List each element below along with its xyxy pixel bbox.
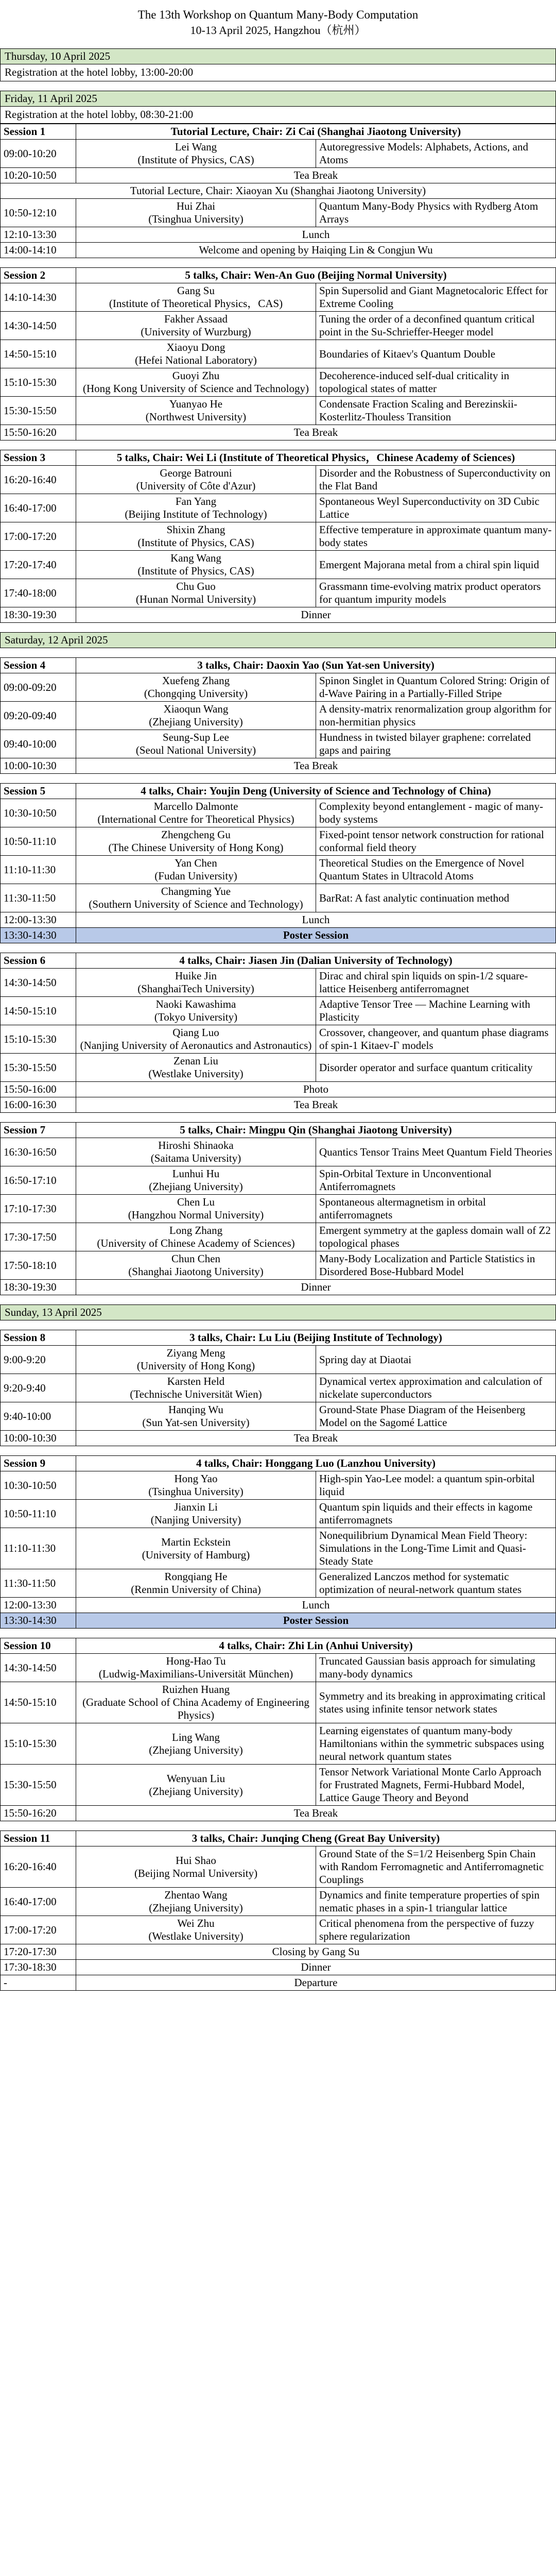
poster-row [1,928,556,943]
time-slot: 17:40-18:00 [1,579,76,607]
break-row [1,1806,556,1821]
time-slot: 16:50-17:10 [1,1166,76,1195]
break-row [1,1280,556,1295]
speaker-cell: Ziyang Meng (University of Hong Kong) [76,1346,316,1374]
speaker-cell: Ling Wang (Zhejiang University) [76,1723,316,1765]
talk-row [1,1025,556,1054]
speaker-cell: Chun Chen (Shanghai Jiaotong University) [76,1251,316,1280]
session-table [0,1455,556,1629]
talk-title: Dynamical vertex approximation and calculation of nickelate superconductors [316,1374,556,1402]
time-slot: 17:30-17:50 [1,1223,76,1251]
speaker-cell: Fan Yang (Beijing Institute of Technology) [76,494,316,522]
session-gap [0,1113,556,1122]
session-label: Session 5 [1,784,76,799]
talk-title: Many-Body Localization and Particle Statistics in Disordered Bose-Hubbard Model [316,1251,556,1280]
time-slot: 16:20-16:40 [1,1846,76,1888]
time-slot: 17:10-17:30 [1,1195,76,1223]
break-row [1,1082,556,1097]
talk-title: Effective temperature in approximate quantum many-body states [316,522,556,551]
talk-title: Emergent symmetry at the gapless domain wall of Z2 topological phases [316,1223,556,1251]
session-gap [0,258,556,267]
speaker-cell: Hui Shao (Beijing Normal University) [76,1846,316,1888]
talk-row [1,1916,556,1944]
time-slot: 14:10-14:30 [1,283,76,312]
speaker-cell: Changming Yue (Southern University of Science and Technology) [76,884,316,912]
time-slot: 14:30-14:50 [1,969,76,997]
speaker-cell: Gang Su (Institute of Theoretical Physics，CAS) [76,283,316,312]
talk-title: Hundness in twisted bilayer graphene: correlated gaps and pairing [316,730,556,758]
break-label: Lunch [76,1598,556,1613]
session-label: Session 8 [1,1330,76,1346]
talk-row [1,1654,556,1682]
talk-row [1,199,556,227]
session-gap [0,1320,556,1330]
session-table [0,124,556,258]
talk-title: Complexity beyond entanglement - magic of many-body systems [316,799,556,827]
speaker-cell: Zenan Liu (Westlake University) [76,1054,316,1082]
session-label: Session 9 [1,1456,76,1471]
talk-row [1,799,556,827]
time-slot: 11:10-11:30 [1,856,76,884]
talk-row [1,1374,556,1402]
poster-label: Poster Session [76,928,556,943]
talk-row [1,856,556,884]
session-gap [0,440,556,450]
session-chair: 5 talks, Chair: Wei Li (Institute of Theoretical Physics，Chinese Academy of Sciences) [76,450,556,466]
talk-row [1,1471,556,1500]
talk-title: Truncated Gaussian basis approach for simulating many-body dynamics [316,1654,556,1682]
break-row [1,912,556,928]
break-label: Lunch [76,227,556,243]
time-slot: 9:00-9:20 [1,1346,76,1374]
speaker-cell: Chen Lu (Hangzhou Normal University) [76,1195,316,1223]
speaker-cell: Huike Jin (ShanghaiTech University) [76,969,316,997]
time-slot: 14:00-14:10 [1,243,76,258]
session-header-row [1,1831,556,1846]
session-header-row [1,268,556,283]
time-slot: 10:00-10:30 [1,1431,76,1446]
break-row [1,1960,556,1975]
session-chair: Tutorial Lecture, Chair: Zi Cai (Shanghai Jiaotong University) [76,124,556,140]
time-slot: 09:00-09:20 [1,673,76,702]
talk-title: Nonequilibrium Dynamical Mean Field Theory: Simulations in the Long-Time Limit and Quasi-Steady State [316,1528,556,1569]
time-slot: 10:30-10:50 [1,1471,76,1500]
session-label: Session 7 [1,1123,76,1138]
session-table [0,1122,556,1295]
poster-row [1,1613,556,1629]
session-label: Session 11 [1,1831,76,1846]
speaker-cell: Chu Guo (Hunan Normal University) [76,579,316,607]
time-slot: 17:50-18:10 [1,1251,76,1280]
session-header-row [1,1638,556,1654]
talk-title: Spin-Orbital Texture in Unconventional Antiferromagnets [316,1166,556,1195]
talk-row [1,1166,556,1195]
speaker-cell: Yan Chen (Fudan University) [76,856,316,884]
speaker-cell: Long Zhang (University of Chinese Academy of Sciences) [76,1223,316,1251]
talk-title: Emergent Majorana metal from a chiral spin liquid [316,551,556,579]
time-slot: 17:00-17:20 [1,1916,76,1944]
session-header-row [1,1330,556,1346]
speaker-cell: Karsten Held (Technische Universität Wien) [76,1374,316,1402]
day-gap [0,81,556,91]
break-row [1,607,556,623]
talk-row [1,702,556,730]
talk-title: Tuning the order of a deconfined quantum critical point in the Su-Schrieffer-Heeger model [316,312,556,340]
talk-row [1,730,556,758]
speaker-cell: Hong Yao (Tsinghua University) [76,1471,316,1500]
talk-title: A density-matrix renormalization group algorithm for non-hermitian physics [316,702,556,730]
time-slot: 12:00-13:30 [1,912,76,928]
talk-title: High-spin Yao-Lee model: a quantum spin-orbital liquid [316,1471,556,1500]
talk-title: Grassmann time-evolving matrix product operators for quantum impurity models [316,579,556,607]
speaker-cell: Jianxin Li (Nanjing University) [76,1500,316,1528]
session-header-row [1,784,556,799]
talk-row [1,827,556,856]
speaker-cell: Fakher Assaad (University of Wurzburg) [76,312,316,340]
session-chair: 5 talks, Chair: Mingpu Qin (Shanghai Jiaotong University) [76,1123,556,1138]
time-slot: 16:00-16:30 [1,1097,76,1113]
talk-row [1,884,556,912]
time-slot: 10:00-10:30 [1,758,76,774]
break-label: Closing by Gang Su [76,1944,556,1960]
talk-row [1,1723,556,1765]
session-gap [0,774,556,783]
speaker-cell: Wenyuan Liu (Zhejiang University) [76,1765,316,1806]
time-slot: 15:50-16:20 [1,425,76,440]
break-row [1,1598,556,1613]
session-table [0,657,556,774]
time-slot: 16:40-17:00 [1,1888,76,1916]
talk-title: Adaptive Tensor Tree — Machine Learning with Plasticity [316,997,556,1025]
talk-row [1,1528,556,1569]
talk-title: Disorder operator and surface quantum criticality [316,1054,556,1082]
session-gap [0,943,556,953]
time-slot: 15:50-16:00 [1,1082,76,1097]
registration-note: Registration at the hotel lobby, 08:30-21:00 [0,107,556,124]
time-slot: 14:30-14:50 [1,312,76,340]
workshop-dates: 10-13 April 2025, Hangzhou（杭州） [190,24,366,37]
talk-title: Ground-State Phase Diagram of the Heisenberg Model on the Sagomé Lattice [316,1402,556,1431]
speaker-cell: Yuanyao He (Northwest University) [76,397,316,425]
day-header: Thursday, 10 April 2025 [0,48,556,64]
break-label: Welcome and opening by Haiqing Lin & Congjun Wu [76,243,556,258]
time-slot: 11:30-11:50 [1,1569,76,1598]
talk-title: Quantum Many-Body Physics with Rydberg Atom Arrays [316,199,556,227]
speaker-cell: Hanqing Wu (Sun Yat-sen University) [76,1402,316,1431]
talk-row [1,1888,556,1916]
session-table [0,783,556,943]
talk-title: Generalized Lanczos method for systematic optimization of neural-network quantum states [316,1569,556,1598]
talk-title: Spinon Singlet in Quantum Colored String: Origin of d-Wave Pairing in a Partially-Filled Stripe [316,673,556,702]
talk-row [1,673,556,702]
talk-row [1,1569,556,1598]
speaker-cell: Naoki Kawashima (Tokyo University) [76,997,316,1025]
talk-title: Spontaneous altermagnetism in orbital antiferromagnets [316,1195,556,1223]
session-header-row [1,658,556,673]
talk-title: Dynamics and finite temperature properties of spin nematic phases in a spin-1 triangular lattice [316,1888,556,1916]
time-slot: 15:10-15:30 [1,1723,76,1765]
speaker-cell: Seung-Sup Lee (Seoul National University) [76,730,316,758]
day-header: Saturday, 12 April 2025 [0,632,556,648]
session-chair: 3 talks, Chair: Daoxin Yao (Sun Yat-sen University) [76,658,556,673]
talk-title: Spin Supersolid and Giant Magnetocaloric Effect for Extreme Cooling [316,283,556,312]
break-label: Lunch [76,912,556,928]
talk-row [1,1682,556,1723]
time-slot: 09:40-10:00 [1,730,76,758]
talk-row [1,340,556,368]
talk-row [1,1346,556,1374]
talk-title: Spring day at Diaotai [316,1346,556,1374]
speaker-cell: Kang Wang (Institute of Physics, CAS) [76,551,316,579]
talk-row [1,969,556,997]
speaker-cell: Xuefeng Zhang (Chongqing University) [76,673,316,702]
day-gap [0,623,556,632]
session-chair: 4 talks, Chair: Zhi Lin (Anhui University) [76,1638,556,1654]
talk-row [1,1138,556,1166]
speaker-cell: Shixin Zhang (Institute of Physics, CAS) [76,522,316,551]
time-slot: 17:00-17:20 [1,522,76,551]
time-slot: 15:30-15:50 [1,397,76,425]
talk-row [1,1251,556,1280]
session-header-row [1,1456,556,1471]
schedule-header [0,0,556,48]
talk-row [1,312,556,340]
time-slot: 09:00-10:20 [1,140,76,168]
time-slot: 14:50-15:10 [1,1682,76,1723]
time-slot: 15:10-15:30 [1,368,76,397]
break-label: Dinner [76,1960,556,1975]
talk-row [1,1402,556,1431]
time-slot: 15:50-16:20 [1,1806,76,1821]
break-label: Tea Break [76,1431,556,1446]
day-header: Sunday, 13 April 2025 [0,1304,556,1320]
session-header-row [1,124,556,140]
break-row [1,243,556,258]
workshop-title: The 13th Workshop on Quantum Many-Body Computation [137,8,419,21]
session-label: Session 1 [1,124,76,140]
session-table [0,1831,556,1991]
talk-row [1,397,556,425]
speaker-cell: Guoyi Zhu (Hong Kong University of Science and Technology) [76,368,316,397]
talk-title: Quantum spin liquids and their effects in kagome antiferromagnets [316,1500,556,1528]
time-slot: 15:10-15:30 [1,1025,76,1054]
time-slot: 9:20-9:40 [1,1374,76,1402]
talk-title: Symmetry and its breaking in approximating critical states using infinite tensor network states [316,1682,556,1723]
speaker-cell: Hong-Hao Tu (Ludwig-Maximilians-Universität München) [76,1654,316,1682]
time-slot: 11:10-11:30 [1,1528,76,1569]
break-label: Tea Break [76,1806,556,1821]
session-table [0,953,556,1113]
speaker-cell: Hui Zhai (Tsinghua University) [76,199,316,227]
speaker-cell: Hiroshi Shinaoka (Saitama University) [76,1138,316,1166]
session-header-row [1,450,556,466]
talk-title: Learning eigenstates of quantum many-body Hamiltonians within the symmetric subspaces using neural network quantum states [316,1723,556,1765]
time-slot: 13:30-14:30 [1,928,76,943]
speaker-cell: Xiaoqun Wang (Zhejiang University) [76,702,316,730]
session-label: Session 6 [1,953,76,969]
speaker-cell: Lunhui Hu (Zhejiang University) [76,1166,316,1195]
talk-title: Theoretical Studies on the Emergence of Novel Quantum States in Ultracold Atoms [316,856,556,884]
registration-note: Registration at the hotel lobby, 13:00-20:00 [0,64,556,81]
time-slot: 17:30-18:30 [1,1960,76,1975]
speaker-cell: Martin Eckstein (University of Hamburg) [76,1528,316,1569]
speaker-cell: Wei Zhu (Westlake University) [76,1916,316,1944]
break-label: Tea Break [76,758,556,774]
break-row [1,425,556,440]
session-gap [0,1821,556,1831]
speaker-cell: Ruizhen Huang (Graduate School of China Academy of Engineering Physics) [76,1682,316,1723]
session-chair: 4 talks, Chair: Honggang Luo (Lanzhou University) [76,1456,556,1471]
break-row [1,1431,556,1446]
day-header: Friday, 11 April 2025 [0,91,556,107]
talk-row [1,997,556,1025]
schedule-days [0,48,556,1991]
talk-title: Crossover, changeover, and quantum phase diagrams of spin-1 Kitaev-Γ models [316,1025,556,1054]
time-slot: 15:30-15:50 [1,1054,76,1082]
break-row [1,758,556,774]
talk-row [1,1223,556,1251]
talk-row [1,1846,556,1888]
talk-row [1,1195,556,1223]
break-label: Tea Break [76,168,556,183]
session-gap [0,1629,556,1638]
talk-row [1,466,556,494]
time-slot: 15:30-15:50 [1,1765,76,1806]
time-slot: 9:40-10:00 [1,1402,76,1431]
speaker-cell: Qiang Luo (Nanjing University of Aeronautics and Astronautics) [76,1025,316,1054]
session-header-row [1,1123,556,1138]
talk-row [1,522,556,551]
session-chair: 3 talks, Chair: Lu Liu (Beijing Institute of Technology) [76,1330,556,1346]
time-slot: 16:30-16:50 [1,1138,76,1166]
speaker-cell: Zhentao Wang (Zhejiang University) [76,1888,316,1916]
session-gap [0,1446,556,1455]
talk-title: Ground State of the S=1/2 Heisenberg Spin Chain with Random Ferromagnetic and Antiferromagnetic Couplings [316,1846,556,1888]
time-slot: 18:30-19:30 [1,607,76,623]
speaker-cell: George Batrouni (University of Côte d'Azur) [76,466,316,494]
time-slot: 10:30-10:50 [1,799,76,827]
talk-row [1,494,556,522]
talk-row [1,1500,556,1528]
break-label: Photo [76,1082,556,1097]
break-row [1,1097,556,1113]
time-slot: 16:20-16:40 [1,466,76,494]
time-slot: 14:50-15:10 [1,997,76,1025]
talk-title: Quantics Tensor Trains Meet Quantum Field Theories [316,1138,556,1166]
talk-title: Disorder and the Robustness of Superconductivity on the Flat Band [316,466,556,494]
speaker-cell: Zhengcheng Gu (The Chinese University of Hong Kong) [76,827,316,856]
session-label: Session 10 [1,1638,76,1654]
poster-label: Poster Session [76,1613,556,1629]
talk-title: Autoregressive Models: Alphabets, Actions, and Atoms [316,140,556,168]
talk-title: Spontaneous Weyl Superconductivity on 3D Cubic Lattice [316,494,556,522]
time-slot: 11:30-11:50 [1,884,76,912]
talk-title: Fixed-point tensor network construction for rational conformal field theory [316,827,556,856]
subchair-label: Tutorial Lecture, Chair: Xiaoyan Xu (Shanghai Jiaotong University) [1,183,556,199]
session-table [0,450,556,623]
time-slot: 10:50-11:10 [1,827,76,856]
time-slot: 12:00-13:30 [1,1598,76,1613]
session-gap [0,648,556,657]
time-slot: 10:50-11:10 [1,1500,76,1528]
time-slot: 18:30-19:30 [1,1280,76,1295]
break-label: Dinner [76,607,556,623]
session-label: Session 3 [1,450,76,466]
time-slot: 16:40-17:00 [1,494,76,522]
talk-row [1,1054,556,1082]
talk-title: Decoherence-induced self-dual criticality in topological states of matter [316,368,556,397]
talk-title: BarRat: A fast analytic continuation method [316,884,556,912]
time-slot: - [1,1975,76,1991]
time-slot: 17:20-17:40 [1,551,76,579]
break-row [1,1944,556,1960]
talk-title: Boundaries of Kitaev's Quantum Double [316,340,556,368]
time-slot: 12:10-13:30 [1,227,76,243]
time-slot: 09:20-09:40 [1,702,76,730]
break-label: Departure [76,1975,556,1991]
talk-title: Tensor Network Variational Monte Carlo Approach for Frustrated Magnets, Fermi-Hubbard Model, Lattice Gauge Theory and Beyond [316,1765,556,1806]
speaker-cell: Marcello Dalmonte (International Centre for Theoretical Physics) [76,799,316,827]
time-slot: 10:20-10:50 [1,168,76,183]
session-table [0,1638,556,1821]
break-label: Dinner [76,1280,556,1295]
time-slot: 10:50-12:10 [1,199,76,227]
speaker-cell: Xiaoyu Dong (Hefei National Laboratory) [76,340,316,368]
time-slot: 14:50-15:10 [1,340,76,368]
session-table [0,1330,556,1446]
talk-row [1,1765,556,1806]
talk-row [1,551,556,579]
talk-title: Dirac and chiral spin liquids on spin-1/2 square-lattice Heisenberg antiferromagnet [316,969,556,997]
break-label: Tea Break [76,425,556,440]
talk-title: Condensate Fraction Scaling and Berezinskii-Kosterlitz-Thouless Transition [316,397,556,425]
subchair-row [1,183,556,199]
session-header-row [1,953,556,969]
speaker-cell: Rongqiang He (Renmin University of China) [76,1569,316,1598]
time-slot: 17:20-17:30 [1,1944,76,1960]
break-row [1,168,556,183]
talk-row [1,368,556,397]
time-slot: 14:30-14:50 [1,1654,76,1682]
session-chair: 5 talks, Chair: Wen-An Guo (Beijing Normal University) [76,268,556,283]
session-table [0,267,556,440]
break-row [1,227,556,243]
session-label: Session 2 [1,268,76,283]
talk-row [1,579,556,607]
talk-title: Critical phenomena from the perspective of fuzzy sphere regularization [316,1916,556,1944]
session-label: Session 4 [1,658,76,673]
talk-row [1,140,556,168]
time-slot: 13:30-14:30 [1,1613,76,1629]
session-chair: 3 talks, Chair: Junqing Cheng (Great Bay University) [76,1831,556,1846]
day-gap [0,1295,556,1304]
talk-row [1,283,556,312]
break-label: Tea Break [76,1097,556,1113]
speaker-cell: Lei Wang (Institute of Physics, CAS) [76,140,316,168]
session-chair: 4 talks, Chair: Youjin Deng (University of Science and Technology of China) [76,784,556,799]
session-chair: 4 talks, Chair: Jiasen Jin (Dalian University of Technology) [76,953,556,969]
break-row [1,1975,556,1991]
